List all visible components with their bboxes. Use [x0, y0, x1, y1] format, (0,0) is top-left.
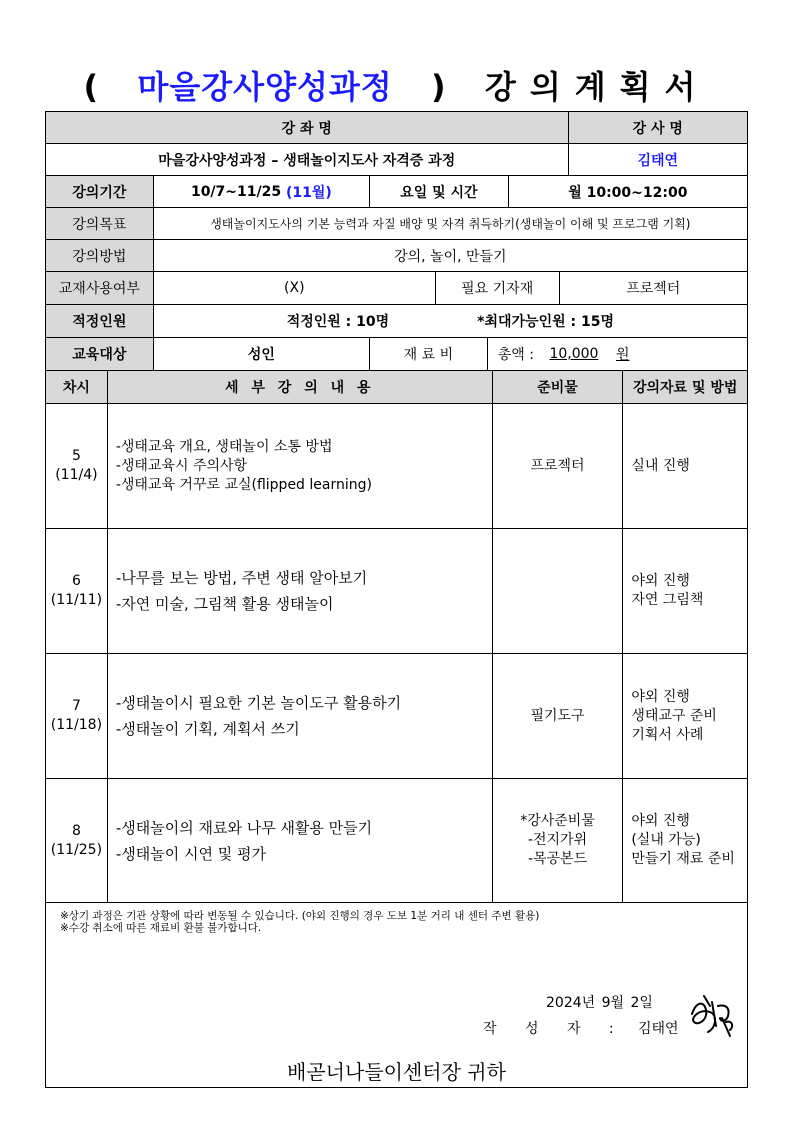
session-content-line: -생태놀이 기획, 계획서 쓰기	[115, 720, 300, 738]
course-row	[46, 144, 747, 176]
instructor-label: 강 사 명	[632, 120, 683, 137]
textbook-value: (X)	[154, 272, 436, 304]
target-row	[46, 338, 747, 371]
title-close-paren: )	[431, 68, 447, 106]
title-course-name: 마을강사양성과정	[137, 68, 393, 106]
session-no: 8	[71, 822, 81, 839]
course-label: 강 좌 명	[46, 112, 569, 143]
course-value: 마을강사양성과정 – 생태놀이지도사 자격증 과정	[46, 144, 569, 175]
session-prep-line: -전지가위	[527, 832, 588, 848]
session-content-line: -생태교육 거꾸로 교실(flipped learning)	[115, 476, 372, 493]
session-content-line: -자연 미술, 그림책 활용 생태놀이	[115, 595, 334, 613]
session-material-header: 강의자료 및 방법	[632, 380, 738, 396]
session-material	[623, 779, 747, 902]
session-content-line: -생태놀이시 필요한 기본 놀이도구 활용하기	[115, 694, 402, 712]
goal-value: 생태놀이지도사의 기본 능력과 자질 배양 및 자격 취득하기(생태놀이 이해 및 프로그램 기획)	[210, 217, 691, 231]
session-material	[623, 654, 747, 778]
header-row	[46, 112, 747, 144]
session-material-line: 자연 그림책	[631, 592, 704, 608]
title-open-paren: (	[83, 68, 100, 106]
lecture-plan-form	[45, 111, 748, 1088]
session-material-line: 야외 진행	[631, 688, 690, 705]
fee-total-value: 10,000	[549, 346, 599, 362]
notes	[60, 910, 539, 934]
instructor-value: 김태연	[637, 152, 679, 169]
session-material	[623, 404, 747, 528]
title-doc-type: 강의계획서	[484, 68, 710, 106]
session-content	[108, 529, 493, 653]
textbook-row	[46, 272, 747, 305]
author-name: 김태연	[638, 1021, 679, 1037]
author-line	[483, 1018, 679, 1038]
session-content-line: -생태놀이의 재료와 나무 새활용 만들기	[115, 818, 373, 837]
session-row-7	[46, 654, 747, 779]
session-row-8	[46, 779, 747, 903]
session-date: (11/25)	[50, 841, 103, 858]
session-content-header: 세 부 강 의 내 용	[108, 371, 493, 403]
method-row	[46, 240, 747, 272]
sessions-header-row	[46, 371, 747, 404]
session-material-line: 야외 진행	[631, 573, 690, 589]
note-line: ※수강 취소에 따른 재료비 환불 불가합니다.	[60, 922, 262, 934]
session-material	[623, 529, 747, 653]
author-label: 작 성 자 :	[483, 1021, 626, 1037]
goal-label: 강의목표	[46, 208, 154, 239]
capacity-row	[46, 305, 747, 338]
time-value: 월 10:00~12:00	[568, 184, 688, 201]
session-prep-line: 프로젝터	[530, 457, 585, 474]
session-date: (11/18)	[50, 717, 103, 733]
session-no-header: 차시	[46, 371, 108, 403]
session-content	[108, 779, 493, 902]
target-value: 성인	[154, 338, 370, 370]
addressee: 배곧너나들이센터장 귀하	[287, 1060, 506, 1084]
note-line: ※상기 과정은 기관 상황에 따라 변동될 수 있습니다. (야외 진행의 경우 도보 1분 거리 내 센터 주변 활용)	[60, 910, 540, 922]
session-content-line: -생태교육 개요, 생태놀이 소통 방법	[115, 438, 333, 455]
session-prep-line: 필기도구	[530, 707, 585, 724]
session-no-cell	[46, 654, 108, 778]
session-no: 7	[71, 698, 81, 714]
fee-unit: 원	[615, 347, 630, 363]
session-date: (11/11)	[50, 592, 103, 608]
fee-total	[488, 338, 747, 370]
session-material-line: 만들기 재료 준비	[631, 851, 735, 867]
target-label: 교육대상	[46, 338, 154, 370]
session-no: 5	[71, 448, 81, 464]
session-prep	[493, 654, 624, 778]
period-cell	[154, 176, 370, 207]
session-content-line: -나무를 보는 방법, 주변 생태 알아보기	[115, 569, 368, 587]
method-value: 강의, 놀이, 만들기	[394, 248, 507, 265]
goal-row	[46, 208, 747, 240]
session-row-6	[46, 529, 747, 654]
fee-label: 재 료 비	[370, 338, 488, 370]
session-no: 6	[71, 573, 81, 589]
capacity-label: 적정인원	[46, 305, 154, 337]
time-label: 요일 및 시간	[370, 176, 509, 207]
equipment-label: 필요 기자재	[436, 272, 560, 304]
session-content-line: -생태놀이 시연 및 평가	[115, 844, 266, 863]
session-date: (11/4)	[55, 467, 98, 483]
session-no-cell	[46, 404, 108, 528]
session-no-cell	[46, 779, 108, 902]
written-date: 2024년 9월 2일	[546, 995, 653, 1011]
session-prep-line: -목공본드	[527, 851, 588, 867]
session-content	[108, 654, 493, 778]
document-title	[0, 62, 793, 108]
capacity-cell	[154, 305, 747, 337]
session-no-cell	[46, 529, 108, 653]
period-label: 강의기간	[46, 176, 154, 207]
signature-image	[686, 992, 736, 1040]
method-label: 강의방법	[46, 240, 154, 271]
fee-total-label: 총액 :	[497, 347, 534, 363]
session-prep	[493, 779, 624, 902]
session-row-5	[46, 404, 747, 529]
equipment-value: 프로젝터	[626, 281, 681, 297]
session-material-line: (실내 가능)	[631, 832, 701, 848]
session-content-line: -생태교육시 주의사항	[115, 457, 248, 474]
session-prep	[493, 404, 624, 528]
session-prep-line: *강사준비물	[520, 813, 595, 829]
textbook-label: 교재사용여부	[46, 272, 154, 304]
capacity-proper: 적정인원 : 10명	[286, 314, 390, 330]
capacity-max: *최대가능인원 : 15명	[477, 314, 614, 330]
session-prep-header: 준비물	[493, 371, 624, 403]
session-material-line: 실내 진행	[631, 457, 690, 474]
session-content	[108, 404, 493, 528]
period-row	[46, 176, 747, 208]
session-prep	[493, 529, 624, 653]
session-material-line: 야외 진행	[631, 813, 690, 829]
session-material-line: 생태교구 준비	[631, 707, 717, 724]
period-value: 10/7~11/25	[190, 183, 282, 200]
session-material-line: 기획서 사례	[631, 726, 704, 743]
period-month: (11월)	[285, 184, 332, 201]
